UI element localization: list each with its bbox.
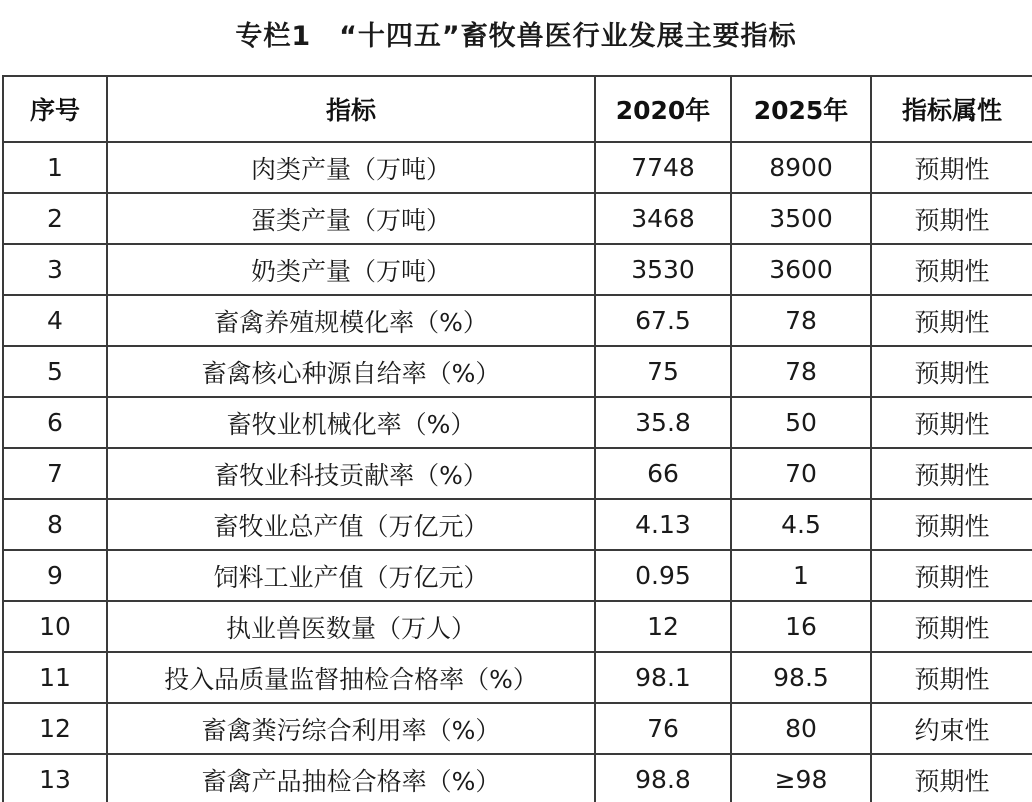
cell-indicator: 蛋类产量（万吨） [107,193,595,244]
cell-attribute: 预期性 [871,397,1032,448]
cell-indicator: 奶类产量（万吨） [107,244,595,295]
cell-2025: 4.5 [731,499,871,550]
cell-indicator: 畜禽粪污综合利用率（%） [107,703,595,754]
header-indicator: 指标 [107,76,595,142]
cell-2025: 80 [731,703,871,754]
table-row [3,550,1032,601]
cell-indicator: 饲料工业产值（万亿元） [107,550,595,601]
table-body [3,142,1032,802]
cell-attribute: 预期性 [871,346,1032,397]
cell-2025: ≥98 [731,754,871,802]
cell-seq: 7 [3,448,107,499]
indicators-table [2,75,1032,802]
cell-2020: 67.5 [595,295,731,346]
header-seq: 序号 [3,76,107,142]
cell-seq: 8 [3,499,107,550]
cell-2020: 3468 [595,193,731,244]
cell-seq: 3 [3,244,107,295]
table-row [3,397,1032,448]
cell-indicator: 畜牧业科技贡献率（%） [107,448,595,499]
cell-attribute: 预期性 [871,193,1032,244]
cell-2025: 8900 [731,142,871,193]
table-title: 专栏1 “十四五”畜牧兽医行业发展主要指标 [235,21,797,52]
cell-2020: 7748 [595,142,731,193]
cell-indicator: 畜禽养殖规模化率（%） [107,295,595,346]
cell-indicator: 执业兽医数量（万人） [107,601,595,652]
cell-indicator: 肉类产量（万吨） [107,142,595,193]
table-row [3,193,1032,244]
cell-attribute: 预期性 [871,142,1032,193]
cell-indicator: 畜禽产品抽检合格率（%） [107,754,595,802]
cell-2020: 0.95 [595,550,731,601]
cell-indicator: 畜牧业总产值（万亿元） [107,499,595,550]
cell-2020: 12 [595,601,731,652]
cell-2025: 3500 [731,193,871,244]
cell-attribute: 预期性 [871,295,1032,346]
table-row [3,652,1032,703]
cell-2025: 70 [731,448,871,499]
cell-2020: 98.1 [595,652,731,703]
cell-seq: 12 [3,703,107,754]
header-2025: 2025年 [731,76,871,142]
cell-attribute: 预期性 [871,754,1032,802]
table-row [3,703,1032,754]
cell-attribute: 预期性 [871,448,1032,499]
cell-seq: 4 [3,295,107,346]
cell-attribute: 预期性 [871,550,1032,601]
table-row [3,499,1032,550]
cell-2025: 78 [731,295,871,346]
cell-2025: 1 [731,550,871,601]
cell-2020: 75 [595,346,731,397]
header-2020: 2020年 [595,76,731,142]
header-row [3,76,1032,142]
cell-2020: 35.8 [595,397,731,448]
table-row [3,142,1032,193]
cell-seq: 2 [3,193,107,244]
cell-indicator: 畜禽核心种源自给率（%） [107,346,595,397]
cell-2020: 98.8 [595,754,731,802]
header-attribute: 指标属性 [871,76,1032,142]
cell-attribute: 预期性 [871,499,1032,550]
table-row [3,295,1032,346]
cell-seq: 9 [3,550,107,601]
cell-indicator: 畜牧业机械化率（%） [107,397,595,448]
table-row [3,754,1032,802]
table-row [3,601,1032,652]
cell-2025: 50 [731,397,871,448]
table-row [3,448,1032,499]
cell-seq: 13 [3,754,107,802]
cell-2020: 4.13 [595,499,731,550]
cell-seq: 1 [3,142,107,193]
cell-2025: 16 [731,601,871,652]
cell-2025: 3600 [731,244,871,295]
cell-seq: 5 [3,346,107,397]
cell-attribute: 预期性 [871,601,1032,652]
cell-2025: 78 [731,346,871,397]
cell-indicator: 投入品质量监督抽检合格率（%） [107,652,595,703]
cell-2020: 66 [595,448,731,499]
table-row [3,244,1032,295]
table-row [3,346,1032,397]
cell-attribute: 约束性 [871,703,1032,754]
cell-seq: 10 [3,601,107,652]
cell-2020: 76 [595,703,731,754]
cell-seq: 6 [3,397,107,448]
cell-seq: 11 [3,652,107,703]
cell-attribute: 预期性 [871,244,1032,295]
cell-2025: 98.5 [731,652,871,703]
cell-2020: 3530 [595,244,731,295]
cell-attribute: 预期性 [871,652,1032,703]
